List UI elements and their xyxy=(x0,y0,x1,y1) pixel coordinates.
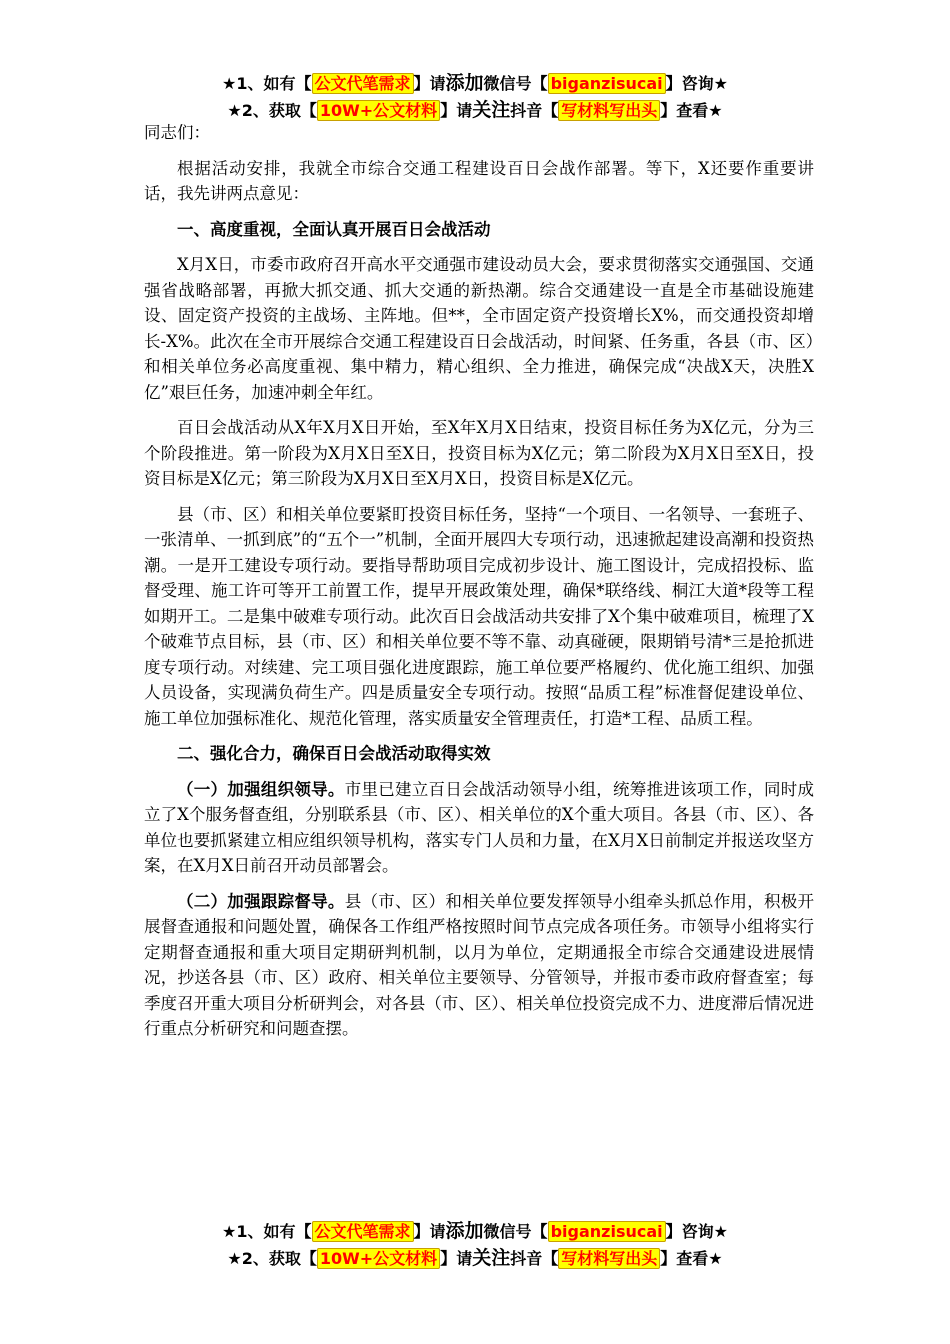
banner-text: 抖音【 xyxy=(510,101,559,120)
document-body xyxy=(144,120,814,1052)
banner-highlight: biganzisucai xyxy=(548,73,666,94)
banner-text: 】咨询★ xyxy=(665,74,728,93)
paragraph-3: 县（市、区）和相关单位要紧盯投资目标任务，坚持“一个项目、一名领导、一套班子、一张清单、一抓到底”的“五个一”机制，全面开展四大专项行动，迅速掀起建设高潮和投资热潮。一是开工建设专项行动。要指导帮助项目完成初步设计、施工图设计，完成招投标、监督受理、施工许可等开工前置工作，提早开展政策处理，确保*联络线、桐江大道*段等工程如期开工。二是集中破难专项行动。此次百日会战活动共安排了X个集中破难项目，梳理了X个破难节点目标，县（市、区）和相关单位要不等不靠、动真碰硬，限期销号清*三是抢抓进度专项行动。对续建、完工项目强化进度跟踪，施工单位要严格履约、优化施工组织、加强人员设备，实现满负荷生产。四是质量安全专项行动。按照“品质工程”标准督促建设单位、施工单位加强标准化、规范化管理，落实质量安全管理责任，打造*工程、品质工程。 xyxy=(144,504,814,728)
banner-highlight: 写材料写出头 xyxy=(558,1248,660,1269)
paragraph-2: 百日会战活动从X年X月X日开始，至X年X月X日结束，投资目标任务为X亿元，分为三个阶段推进。第一阶段为X月X日至X日，投资目标为X亿元；第二阶段为X月X日至X日，投资目标是X亿元；第三阶段为X月X日至X月X日，投资目标是X亿元。 xyxy=(144,418,814,488)
greeting: 同志们： xyxy=(144,123,210,142)
banner-emphasis: 添加 xyxy=(445,72,484,94)
banner-text: 抖音【 xyxy=(510,1249,559,1268)
banner-highlight: 10W+公文材料 xyxy=(317,100,440,121)
banner-text: 微信号【 xyxy=(483,1222,548,1241)
subsection-2 xyxy=(144,889,814,1042)
banner-text: 】请 xyxy=(440,101,473,120)
banner-emphasis: 关注 xyxy=(472,99,511,121)
subsection-1-title: （一）加强组织领导。 xyxy=(177,779,345,799)
banner-text: 】请 xyxy=(440,1249,473,1268)
banner-text: ★1、如有【 xyxy=(222,1222,312,1241)
banner-text: ★2、获取【 xyxy=(227,1249,317,1268)
banner-highlight: 公文代笔需求 xyxy=(312,73,414,94)
banner-highlight: biganzisucai xyxy=(548,1221,666,1242)
subsection-1-body: 市里已建立百日会战活动领导小组，统筹推进该项工作，同时成立了X个服务督查组，分别联系县（市、区）、相关单位的X个重大项目。各县（市、区）、各单位也要抓紧建立相应组织领导机构，落实专门人员和力量，在X月X日前制定并报送攻坚方案，在X月X日前召开动员部署会。 xyxy=(144,779,815,875)
banner-emphasis: 添加 xyxy=(445,1220,484,1242)
banner-emphasis: 关注 xyxy=(472,1247,511,1269)
banner-text: 】咨询★ xyxy=(665,1222,728,1241)
banner-line-1 xyxy=(0,70,950,97)
banner-highlight: 写材料写出头 xyxy=(558,100,660,121)
bottom-banner xyxy=(0,1218,950,1272)
banner-text: ★1、如有【 xyxy=(222,74,312,93)
subsection-2-title: （二）加强跟踪督导。 xyxy=(177,891,345,911)
top-banner xyxy=(0,70,950,124)
subsection-2-body: 县（市、区）和相关单位要发挥领导小组牵头抓总作用，积极开展督查通报和问题处置，确保各工作组严格按照时间节点完成各项任务。市领导小组将实行定期督查通报和重大项目定期研判机制，以月为单位，定期通报全市综合交通建设进展情况，抄送各县（市、区）政府、相关单位主要领导、分管领导，并报市委市政府督查室；每季度召开重大项目分析研判会，对各县（市、区）、相关单位投资完成不力、进度滞后情况进行重点分析研究和问题查摆。 xyxy=(144,891,815,1038)
banner-highlight: 10W+公文材料 xyxy=(317,1248,440,1269)
banner-text: 】查看★ xyxy=(660,101,723,120)
banner-text: ★2、获取【 xyxy=(227,101,317,120)
banner-text: 】请 xyxy=(413,1222,446,1241)
banner-line-1 xyxy=(0,1218,950,1245)
banner-text: 】查看★ xyxy=(660,1249,723,1268)
intro-paragraph: 根据活动安排，我就全市综合交通工程建设百日会战作部署。等下，X还要作重要讲话，我先讲两点意见： xyxy=(144,158,814,203)
paragraph-1: X月X日，市委市政府召开高水平交通强市建设动员大会，要求贯彻落实交通强国、交通强省战略部署，再掀大抓交通、抓大交通的新热潮。综合交通建设一直是全市基础设施建设、固定资产投资的主战场、主阵地。但**，全市固定资产投资增长X%，而交通投资却增长-X%。此次在全市开展综合交通工程建设百日会战活动，时间紧、任务重，各县（市、区）和相关单位务必高度重视、集中精力，精心组织、全力推进，确保完成“决战X天，决胜X亿”艰巨任务，加速冲刺全年红。 xyxy=(144,255,814,402)
subsection-1 xyxy=(144,777,814,879)
banner-text: 】请 xyxy=(413,74,446,93)
banner-line-2 xyxy=(0,1245,950,1272)
section-heading-2: 二、强化合力，确保百日会战活动取得实效 xyxy=(177,744,491,763)
banner-highlight: 公文代笔需求 xyxy=(312,1221,414,1242)
section-heading-1: 一、高度重视，全面认真开展百日会战活动 xyxy=(177,219,491,239)
banner-text: 微信号【 xyxy=(483,74,548,93)
